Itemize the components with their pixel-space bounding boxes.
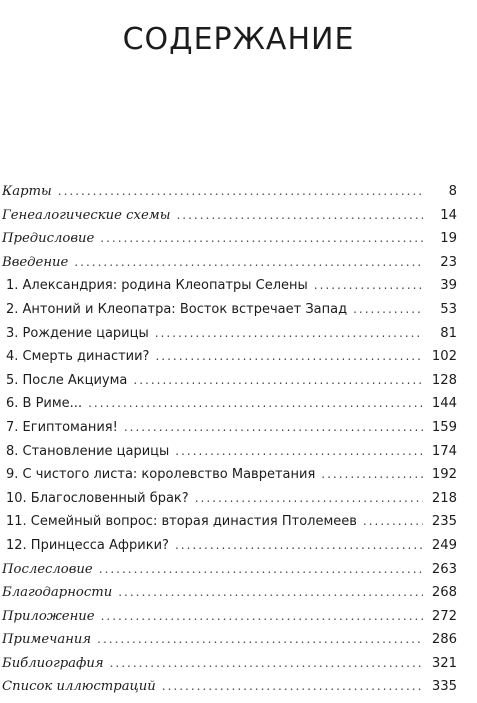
toc-page-number: 335 <box>431 679 457 695</box>
toc-dot-leader <box>124 420 423 434</box>
toc-page-number: 102 <box>431 349 457 365</box>
toc-section-entry <box>2 231 457 255</box>
toc-entry-label: 9. С чистого листа: королевство Мавретания <box>6 467 316 483</box>
toc-dot-leader <box>162 679 423 693</box>
toc-page-number: 14 <box>440 207 457 223</box>
toc-entry-label: Генеалогические схемы <box>2 207 171 223</box>
toc-dot-leader <box>155 349 423 363</box>
toc-page-number: 268 <box>431 585 457 601</box>
toc-entry-label: 2. Антоний и Клеопатра: Восток встречает Запад <box>6 301 348 317</box>
toc-entry-label: Благодарности <box>2 585 113 601</box>
toc-page-number: 128 <box>431 372 457 388</box>
toc-section-entry <box>2 656 457 680</box>
toc-chapter-entry <box>2 538 457 562</box>
toc-page-number: 286 <box>431 632 457 648</box>
toc-dot-leader <box>195 491 423 505</box>
toc-chapter-entry <box>2 278 457 302</box>
toc-chapter-entry <box>2 420 457 444</box>
toc-page-number: 159 <box>431 419 457 435</box>
table-of-contents <box>2 184 457 703</box>
toc-section-entry <box>2 679 457 703</box>
toc-entry-label: 12. Принцесса Африки? <box>6 537 169 553</box>
toc-page-number: 8 <box>448 184 457 199</box>
toc-page-number: 144 <box>431 396 457 412</box>
toc-entry-label: Приложение <box>2 608 95 624</box>
toc-dot-leader <box>110 656 423 670</box>
toc-chapter-entry <box>2 396 457 420</box>
toc-entry-label: Карты <box>2 184 52 199</box>
toc-entry-label: Список иллюстраций <box>2 679 156 695</box>
toc-dot-leader <box>175 444 423 458</box>
toc-chapter-entry <box>2 514 457 538</box>
toc-chapter-entry <box>2 302 457 326</box>
toc-dot-leader <box>363 514 423 528</box>
toc-dot-leader <box>99 562 423 576</box>
toc-page-number: 272 <box>431 608 457 624</box>
toc-dot-leader <box>74 255 423 269</box>
toc-chapter-entry <box>2 467 457 491</box>
toc-entry-label: 8. Становление царицы <box>6 443 170 459</box>
toc-page-number: 192 <box>431 467 457 483</box>
toc-dot-leader <box>97 632 423 646</box>
toc-page-number: 19 <box>440 231 457 247</box>
toc-dot-leader <box>321 467 423 481</box>
toc-page-number: 249 <box>431 537 457 553</box>
toc-entry-label: 4. Смерть династии? <box>6 349 150 365</box>
toc-chapter-entry <box>2 326 457 350</box>
toc-entry-label: Введение <box>2 254 69 270</box>
toc-entry-label: Предисловие <box>2 231 95 247</box>
toc-page-number: 39 <box>440 278 457 294</box>
toc-entry-label: 6. В Риме... <box>6 396 83 412</box>
toc-entry-label: Послесловие <box>2 561 93 577</box>
toc-dot-leader <box>118 585 423 599</box>
toc-section-entry <box>2 562 457 586</box>
toc-dot-leader <box>133 373 423 387</box>
toc-dot-leader <box>58 184 423 198</box>
toc-dot-leader <box>155 326 423 340</box>
toc-dot-leader <box>314 278 423 292</box>
toc-dot-leader <box>353 302 423 316</box>
toc-section-entry <box>2 585 457 609</box>
toc-entry-label: Библиография <box>2 655 104 671</box>
toc-chapter-entry <box>2 491 457 515</box>
toc-page-number: 174 <box>431 443 457 459</box>
toc-entry-label: 7. Египтомания! <box>6 419 118 435</box>
toc-entry-label: 1. Александрия: родина Клеопатры Селены <box>6 278 308 294</box>
toc-dot-leader <box>100 231 423 245</box>
toc-entry-label: 10. Благословенный брак? <box>6 490 189 506</box>
toc-chapter-entry <box>2 349 457 373</box>
toc-section-entry <box>2 184 457 208</box>
toc-page-number: 53 <box>440 301 457 317</box>
toc-dot-leader <box>101 609 423 623</box>
toc-dot-leader <box>176 208 423 222</box>
toc-page-number: 321 <box>431 655 457 671</box>
toc-page-number: 218 <box>431 490 457 506</box>
toc-section-entry <box>2 208 457 232</box>
toc-entry-label: 5. После Акциума <box>6 372 128 388</box>
toc-page-number: 81 <box>440 325 457 341</box>
toc-page-number: 235 <box>431 514 457 530</box>
toc-dot-leader <box>175 538 423 552</box>
toc-section-entry <box>2 609 457 633</box>
toc-page-number: 23 <box>440 254 457 270</box>
toc-entry-label: 3. Рождение царицы <box>6 325 149 341</box>
toc-chapter-entry <box>2 444 457 468</box>
toc-chapter-entry <box>2 373 457 397</box>
toc-section-entry <box>2 632 457 656</box>
toc-section-entry <box>2 255 457 279</box>
toc-entry-label: 11. Семейный вопрос: вторая династия Птолемеев <box>6 514 357 530</box>
toc-dot-leader <box>88 396 423 410</box>
page-title: СОДЕРЖАНИЕ <box>122 22 355 58</box>
toc-page-number: 263 <box>431 561 457 577</box>
toc-entry-label: Примечания <box>2 632 92 648</box>
